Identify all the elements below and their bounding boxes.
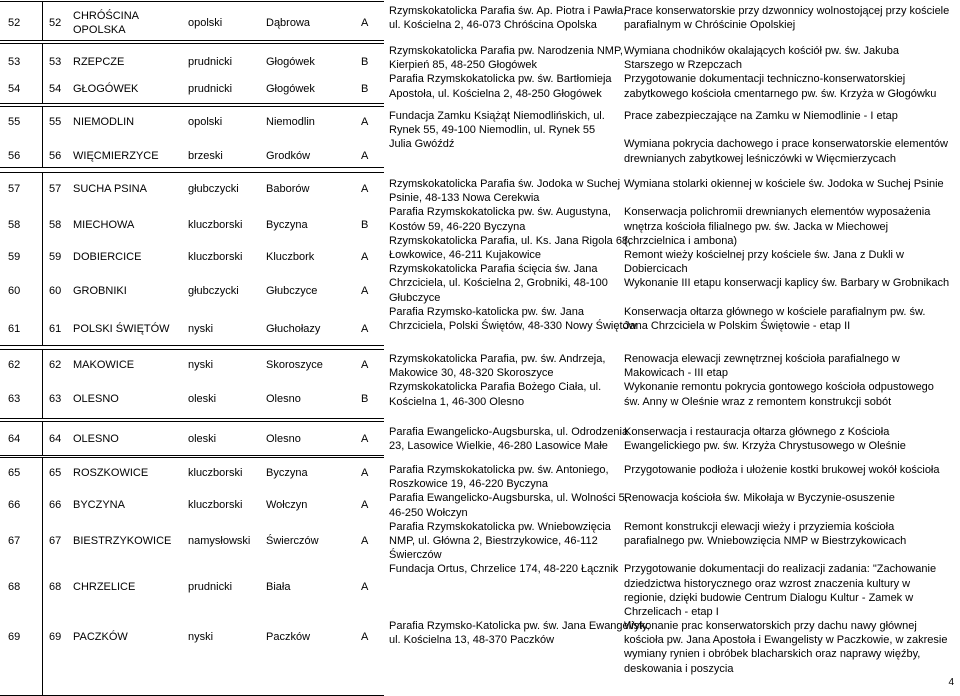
institution-line: Roszkowice 19, 46-220 Byczyna <box>389 478 548 491</box>
row-id: 58 <box>49 219 62 231</box>
row-id: 68 <box>49 581 62 593</box>
institution-line: Julia Gwóźdź <box>389 138 455 151</box>
page-number: 4 <box>948 677 954 688</box>
gmina: Olesno <box>266 393 301 405</box>
institution-line: Kostów 59, 46-220 Byczyna <box>389 220 526 233</box>
task-description-line: Dobiercicach <box>624 263 688 276</box>
institution-line: Parafia Rzymsko-katolicka pw. św. Jana <box>389 305 585 318</box>
institution-line: Łowkowice, 46-211 Kujakowice <box>389 248 542 261</box>
gmina: Olesno <box>266 433 301 445</box>
task-description-line: Wymiana chodników okalających kościół pw. św. Jakuba <box>624 45 900 57</box>
powiat: oleski <box>188 393 217 405</box>
category: A <box>361 183 369 195</box>
row-id: 52 <box>49 16 62 29</box>
institution-line: ul. Kościelna 13, 48-370 Paczków <box>389 634 555 647</box>
powiat: kluczborski <box>188 219 243 231</box>
task-description-line: Przygotowanie dokumentacji do realizacji zadania: "Zachowanie <box>624 563 937 576</box>
row-number: 67 <box>8 535 21 547</box>
task-description-line: Remont konstrukcji elewacji wieży i przyziemia kościoła <box>624 520 895 533</box>
task-description-line: parafialnym w Chróścinie Opolskiej <box>624 19 796 32</box>
task-description-line: Renowacja kościoła św. Mikołaja w Byczynie-osuszenie <box>624 492 895 505</box>
place-name: BIESTRZYKOWICE <box>73 535 172 547</box>
institution-line: Kościelna 1, 46-300 Olesno <box>389 395 525 408</box>
institution-line: ul. Kościelna 2, 46-073 Chróścina Opolska <box>389 19 597 32</box>
category: B <box>361 56 369 68</box>
powiat: kluczborski <box>188 499 243 511</box>
gmina: Świerczów <box>266 535 319 547</box>
place-name: RZEPCZE <box>73 56 125 68</box>
row-id: 64 <box>49 433 62 445</box>
institution-line: Rzymskokatolicka Parafia św. Ap. Piotra i Pawła, <box>389 5 627 17</box>
place-name: ROSZKOWICE <box>73 467 149 479</box>
task-description-line: dziedzictwa historycznego oraz wzrost znaczenia kultury w <box>624 577 911 590</box>
task-description-line: Chrzelicach - etap I <box>624 605 719 618</box>
institution-line: Fundacja Zamku Książąt Niemodlińskich, ul. <box>389 110 605 122</box>
gmina: Głogówek <box>266 56 315 68</box>
task-description-line: Wykonanie III etapu konserwacji kaplicy św. Barbary w Grobnikach <box>624 277 950 290</box>
row-number: 66 <box>8 499 21 511</box>
institution-line <box>389 591 621 605</box>
gmina: Baborów <box>266 183 310 195</box>
task-description-line: Starszego w Rzepczach <box>624 59 742 72</box>
task-description <box>624 352 960 409</box>
gmina: Głogówek <box>266 83 315 95</box>
institution-line: Świerczów <box>389 549 442 562</box>
powiat: nyski <box>188 631 214 643</box>
place-name: BYCZYNA <box>73 499 125 511</box>
institution-line: 46-250 Wołczyn <box>389 506 468 519</box>
task-description-line: zabytkowego kościoła cmentarnego pw. św. Krzyża w Głogówku <box>624 87 937 100</box>
institution-line: Rzymskokatolicka Parafia, ul. Ks. Jana Rigola 68, <box>389 234 632 247</box>
institution-line: Psinie, 48-133 Nowa Cerekwia <box>389 192 540 205</box>
powiat: prudnicki <box>188 83 233 95</box>
task-description-line: Przygotowanie dokumentacji techniczno-konserwatorskiej <box>624 73 906 86</box>
powiat: brzeski <box>188 150 223 162</box>
category: A <box>361 116 369 128</box>
task-description-line: Wymiana pokrycia dachowego i prace konserwatorskie elementów <box>624 138 948 151</box>
task-description-line <box>624 548 960 562</box>
row-id: 53 <box>49 56 62 68</box>
institution-line: Rzymskokatolicka Parafia ścięcia św. Jana <box>389 263 598 276</box>
task-description-line: kościoła pw. Jana Apostoła i Ewangelisty w Paczkowie, w zakresie <box>624 634 948 647</box>
row-id: 65 <box>49 467 62 479</box>
place-name: SUCHA PSINA <box>73 183 147 195</box>
place-name: CHRZELICE <box>73 581 136 593</box>
institution-line: Makowice 30, 48-320 Skoroszyce <box>389 367 554 380</box>
category: A <box>361 433 369 445</box>
category: A <box>361 535 369 547</box>
category: A <box>361 499 369 511</box>
institution-line: Rzymskokatolicka Parafia Bożego Ciała, ul. <box>389 381 602 394</box>
place-name: MIECHOWA <box>73 219 135 231</box>
gmina: Paczków <box>266 631 311 643</box>
category: A <box>361 467 369 479</box>
row-number: 64 <box>8 433 21 445</box>
row-id: 59 <box>49 251 62 263</box>
task-description-line: wnętrza kościoła filialnego pw. św. Jacka w Miechowej <box>624 220 889 233</box>
task-description-line: Makowicach - III etap <box>624 367 728 380</box>
institution <box>389 177 637 333</box>
gmina: Byczyna <box>266 219 308 231</box>
category: B <box>361 393 369 405</box>
task-description-line: św. Anny w Oleśnie wraz z remontem konstrukcji sobót <box>624 395 892 408</box>
institution-line <box>389 577 621 591</box>
powiat: kluczborski <box>188 251 243 263</box>
place-name: DOBIERCICE <box>73 251 142 263</box>
category: A <box>361 581 369 593</box>
gmina: Głuchołazy <box>266 323 321 335</box>
institution-line: Głubczyce <box>389 291 441 304</box>
row-id: 54 <box>49 83 62 95</box>
institution-line: Apostoła, ul. Kościelna 2, 48-250 Głogówek <box>389 87 602 100</box>
place-name: OPOLSKA <box>73 23 126 36</box>
institution-line: NMP, ul. Główna 2, Biestrzykowice, 46-112 <box>389 534 598 547</box>
task-description-line: Ewangelickiego pw. św. Krzyża Chrystusowego w Oleśnie <box>624 440 906 453</box>
institution-line: Rzymskokatolicka Parafia, pw. św. Andrzeja, <box>389 353 606 365</box>
task-description <box>624 109 960 166</box>
category: A <box>361 631 369 643</box>
place-name: MAKOWICE <box>73 359 135 371</box>
row-id: 55 <box>49 116 62 128</box>
institution-line: Parafia Ewangelicko-Augsburska, ul. Odrodzenia <box>389 426 629 438</box>
category: A <box>361 16 369 29</box>
task-description <box>624 463 960 676</box>
task-description-line <box>624 291 960 305</box>
task-description-line <box>624 506 960 520</box>
place-name: GROBNIKI <box>73 285 127 297</box>
institution-line: Parafia Rzymskokatolicka pw. św. Bartłomieja <box>389 73 612 86</box>
row-number: 53 <box>8 56 21 68</box>
row-id: 61 <box>49 323 62 335</box>
row-id: 69 <box>49 631 62 643</box>
row-number: 69 <box>8 631 21 643</box>
row-number: 61 <box>8 323 21 335</box>
task-description-line: Remont wieży kościelnej przy kościele św. Jana z Dukli w <box>624 248 904 261</box>
place-name: WIĘCMIERZYCE <box>73 150 159 162</box>
task-description-line: Renowacja elewacji zewnętrznej kościoła parafialnego w <box>624 353 900 365</box>
row-id: 56 <box>49 150 62 162</box>
task-description-line: wymiany rynien i obróbek blacharskich oraz naprawy więźby, <box>624 648 921 661</box>
gmina: Grodków <box>266 150 311 162</box>
task-description-line: regionie, dzięki budowie Centrum Dialogu Kultur - Zamek w <box>624 591 914 604</box>
institution-line: Fundacja Ortus, Chrzelice 174, 48-220 Łącznik <box>389 563 619 576</box>
task-description <box>624 425 960 453</box>
task-description-line: Konserwacja polichromii drewnianych elementów wyposażenia <box>624 206 931 219</box>
institution <box>389 463 650 647</box>
place-name: OLESNO <box>73 433 119 445</box>
institution-line <box>389 605 621 619</box>
row-id: 60 <box>49 285 62 297</box>
powiat: opolski <box>188 16 223 29</box>
gmina: Skoroszyce <box>266 359 323 371</box>
institution-line: Parafia Rzymskokatolicka pw. św. Antoniego, <box>389 464 609 476</box>
institution <box>389 44 621 101</box>
institution-line: 23, Lasowice Wielkie, 46-280 Lasowice Małe <box>389 440 608 453</box>
institution-line: Parafia Rzymsko-Katolicka pw. św. Jana Ewangelisty, <box>389 620 650 633</box>
row-id: 66 <box>49 499 62 511</box>
gmina: Kluczbork <box>266 251 315 263</box>
powiat: głubczycki <box>188 285 239 297</box>
task-description <box>624 177 960 333</box>
powiat: opolski <box>188 116 223 128</box>
task-description-line <box>624 123 960 137</box>
institution <box>389 352 621 409</box>
institution <box>389 4 627 32</box>
powiat: namysłowski <box>188 535 251 547</box>
institution <box>389 425 629 453</box>
task-description-line: parafialnego pw. Wniebowzięcia NMP w Biestrzykowicach <box>624 534 907 547</box>
row-number: 62 <box>8 359 21 371</box>
row-number: 65 <box>8 467 21 479</box>
row-number: 56 <box>8 150 21 162</box>
category: A <box>361 359 369 371</box>
powiat: nyski <box>188 359 214 371</box>
gmina: Wołczyn <box>266 499 308 511</box>
task-description-line: Prace zabezpieczające na Zamku w Niemodlinie - I etap <box>624 110 898 122</box>
institution-line: Rzymskokatolicka Parafia św. Jodoka w Suchej <box>389 178 621 190</box>
row-id: 63 <box>49 393 62 405</box>
institution-line: Parafia Rzymskokatolicka pw. Wniebowzięcia <box>389 520 611 533</box>
task-description <box>624 4 960 32</box>
category: B <box>361 219 369 231</box>
place-name: OLESNO <box>73 393 119 405</box>
row-id: 57 <box>49 183 62 195</box>
place-name: POLSKI ŚWIĘTÓW <box>73 323 170 335</box>
gmina: Byczyna <box>266 467 308 479</box>
institution-line: Chrzciciela, ul. Kościelna 2, Grobniki, 48-100 <box>389 277 608 290</box>
gmina: Niemodlin <box>266 116 315 128</box>
row-id: 67 <box>49 535 62 547</box>
gmina: Głubczyce <box>266 285 318 297</box>
institution-line: Rzymskokatolicka Parafia pw. Narodzenia NMP, <box>389 45 623 57</box>
row-number: 52 <box>8 16 21 29</box>
institution-line: Parafia Rzymskokatolicka pw. św. Augustyna, <box>389 206 611 219</box>
task-description-line: deskowania i poszycia <box>624 662 734 675</box>
task-description-line: drewnianych zabytkowej leśniczówki w Więcmierzycach <box>624 152 897 165</box>
powiat: oleski <box>188 433 217 445</box>
task-description-line: Prace konserwatorskie przy dzwonnicy wolnostojącej przy kościele <box>624 5 950 17</box>
row-number: 54 <box>8 83 21 95</box>
row-number: 68 <box>8 581 21 593</box>
task-description-line <box>624 477 960 491</box>
category: A <box>361 323 369 335</box>
category: B <box>361 83 369 95</box>
institution-line: Kierpień 85, 48-250 Głogówek <box>389 59 537 72</box>
task-description-line <box>624 191 960 205</box>
row-number: 63 <box>8 393 21 405</box>
task-description-line: Konserwacja ołtarza głównego w kościele parafialnym pw. św. <box>624 305 926 318</box>
gmina: Dąbrowa <box>266 16 311 29</box>
place-name: GŁOGÓWEK <box>73 83 139 95</box>
powiat: kluczborski <box>188 467 243 479</box>
place-name: PACZKÓW <box>73 631 128 643</box>
task-description-line: Jana Chrzciciela w Polskim Świętowie - etap II <box>624 319 851 332</box>
task-description-line: Wykonanie remontu pokrycia gontowego kościoła odpustowego <box>624 381 934 394</box>
task-description-line: (chrzcielnica i ambona) <box>624 234 738 247</box>
row-id: 62 <box>49 359 62 371</box>
powiat: głubczycki <box>188 183 239 195</box>
row-number: 60 <box>8 285 21 297</box>
institution-line: Parafia Ewangelicko-Augsburska, ul. Wolności 5, <box>389 492 628 505</box>
row-number: 59 <box>8 251 21 263</box>
category: A <box>361 285 369 297</box>
institution <box>389 109 621 152</box>
gmina: Biała <box>266 581 291 593</box>
powiat: prudnicki <box>188 581 233 593</box>
powiat: prudnicki <box>188 56 233 68</box>
task-description-line: Konserwacja i restauracja ołtarza głównego z Kościoła <box>624 426 890 438</box>
institution-line: Rynek 55, 49-100 Niemodlin, ul. Rynek 55 <box>389 124 596 137</box>
task-description-line: Wymiana stolarki okiennej w kościele św. Jodoka w Suchej Psinie <box>624 178 944 190</box>
row-number: 57 <box>8 183 21 195</box>
row-number: 58 <box>8 219 21 231</box>
category: A <box>361 251 369 263</box>
institution-line: Chrzciciela, Polski Świętów, 48-330 Nowy Świętów <box>389 319 637 332</box>
task-description <box>624 44 960 101</box>
powiat: nyski <box>188 323 214 335</box>
category: A <box>361 150 369 162</box>
task-description-line: Przygotowanie podłoża i ułożenie kostki brukowej wokół kościoła <box>624 464 940 476</box>
task-description-line: Wykonanie prac konserwatorskich przy dachu nawy głównej <box>624 620 917 633</box>
row-number: 55 <box>8 116 21 128</box>
place-name: NIEMODLIN <box>73 116 135 128</box>
place-name: CHRÓŚCINA <box>73 9 140 22</box>
